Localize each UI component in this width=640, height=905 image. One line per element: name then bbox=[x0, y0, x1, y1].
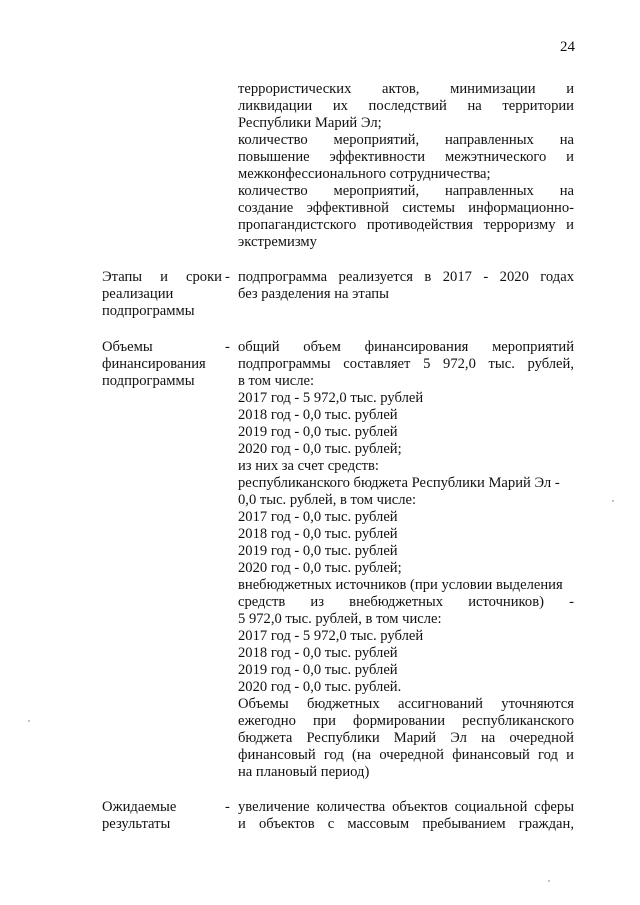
text-line: без разделения на этапы bbox=[238, 286, 389, 302]
text-line: 0,0 тыс. рублей, в том числе: bbox=[238, 492, 417, 508]
text-line: количество мероприятий, направленных на bbox=[238, 132, 574, 148]
text-line: внебюджетных источников (при условии выделения bbox=[238, 577, 563, 593]
page-number: 24 bbox=[560, 39, 575, 55]
text-line: экстремизму bbox=[238, 234, 317, 250]
text-line: общий объем финансирования мероприятий bbox=[238, 339, 574, 355]
text-line: Республики Марий Эл; bbox=[238, 115, 382, 131]
text-line: пропагандистского противодействия терроризму и bbox=[238, 217, 574, 233]
text-line: 2017 год - 5 972,0 тыс. рублей bbox=[238, 628, 424, 644]
text-line: террористических актов, минимизации и bbox=[238, 81, 574, 97]
text-line: и объектов с массовым пребыванием граждан, bbox=[238, 816, 574, 832]
text-line: в том числе: bbox=[238, 373, 315, 389]
text-line: 2020 год - 0,0 тыс. рублей. bbox=[238, 679, 402, 695]
text-line: 2018 год - 0,0 тыс. рублей bbox=[238, 407, 398, 423]
text-line: 2018 год - 0,0 тыс. рублей bbox=[238, 645, 398, 661]
text-line: республиканского бюджета Республики Марий Эл - bbox=[238, 475, 560, 491]
row-label-line: финансирования bbox=[102, 356, 206, 372]
scan-speck bbox=[548, 880, 550, 882]
row-label-line: Ожидаемые bbox=[102, 799, 177, 815]
text-line: подпрограммы составляет 5 972,0 тыс. рублей, bbox=[238, 356, 574, 372]
row-dash: - bbox=[225, 799, 230, 815]
text-line: 2018 год - 0,0 тыс. рублей bbox=[238, 526, 398, 542]
scan-speck bbox=[612, 500, 614, 502]
scan-speck bbox=[28, 720, 30, 722]
row-label-line: Этапы и сроки bbox=[102, 269, 222, 285]
text-line: ежегодно при формировании республиканского bbox=[238, 713, 574, 729]
row-label-line: реализации bbox=[102, 286, 174, 302]
text-line: Объемы бюджетных ассигнований уточняются bbox=[238, 696, 574, 712]
text-line: 2017 год - 0,0 тыс. рублей bbox=[238, 509, 398, 525]
text-line: подпрограмма реализуется в 2017 - 2020 годах bbox=[238, 269, 574, 285]
text-line: 5 972,0 тыс. рублей, в том числе: bbox=[238, 611, 442, 627]
text-line: бюджета Республики Марий Эл на очередной bbox=[238, 730, 574, 746]
row-label-line: подпрограммы bbox=[102, 373, 195, 389]
row-dash: - bbox=[225, 339, 230, 355]
text-line: повышение эффективности межэтнического и bbox=[238, 149, 574, 165]
text-line: количество мероприятий, направленных на bbox=[238, 183, 574, 199]
text-line: 2019 год - 0,0 тыс. рублей bbox=[238, 543, 398, 559]
row-label-line: подпрограммы bbox=[102, 303, 195, 319]
text-line: межконфессионального сотрудничества; bbox=[238, 166, 491, 182]
text-line: увеличение количества объектов социальной сферы bbox=[238, 799, 574, 815]
text-line: средств из внебюджетных источников) - bbox=[238, 594, 574, 610]
text-line: 2019 год - 0,0 тыс. рублей bbox=[238, 662, 398, 678]
text-line: 2017 год - 5 972,0 тыс. рублей bbox=[238, 390, 424, 406]
row-dash: - bbox=[225, 269, 230, 285]
text-line: 2019 год - 0,0 тыс. рублей bbox=[238, 424, 398, 440]
text-line: 2020 год - 0,0 тыс. рублей; bbox=[238, 441, 402, 457]
row-label-line: результаты bbox=[102, 816, 171, 832]
text-line: из них за счет средств: bbox=[238, 458, 379, 474]
text-line: ликвидации их последствий на территории bbox=[238, 98, 574, 114]
text-line: создание эффективной системы информационно- bbox=[238, 200, 574, 216]
text-line: на плановый период) bbox=[238, 764, 370, 780]
text-line: 2020 год - 0,0 тыс. рублей; bbox=[238, 560, 402, 576]
text-line: финансовый год (на очередной финансовый год и bbox=[238, 747, 574, 763]
row-label-line: Объемы bbox=[102, 339, 153, 355]
